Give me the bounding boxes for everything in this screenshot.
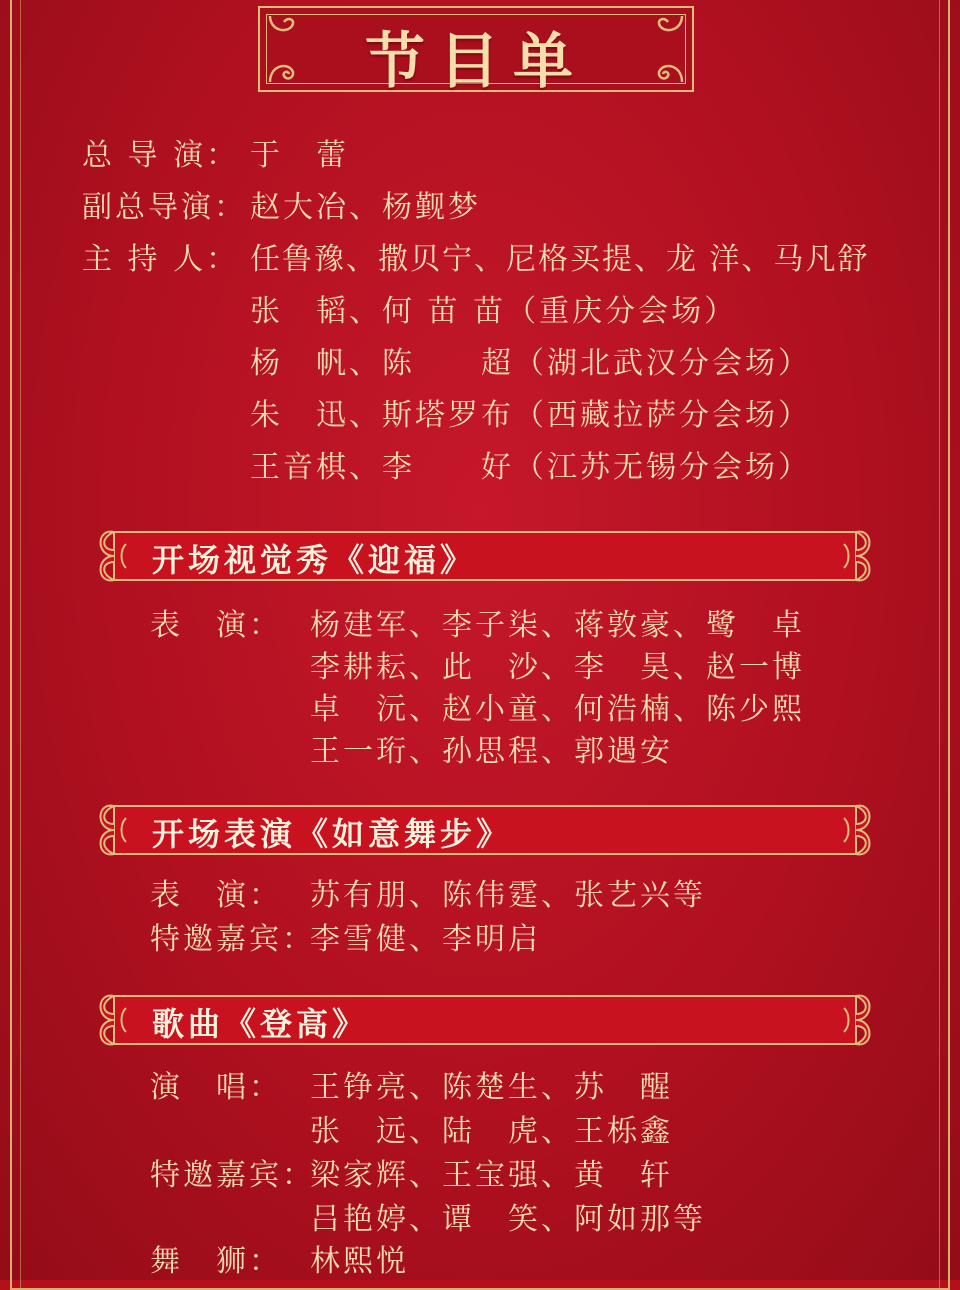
program-banner <box>92 796 878 864</box>
title-plaque <box>258 6 694 97</box>
host-line: 杨 帆、陈 超（湖北武汉分会场） <box>250 346 811 381</box>
performer-names: 卓 沅、赵小童、何浩楠、陈少熙 <box>310 692 805 727</box>
guest-label: 特邀嘉宾： <box>150 922 315 957</box>
guest-names: 吕艳婷、谭 笑、阿如那等 <box>310 1202 706 1237</box>
performer-names: 杨建军、李子柒、蒋敦豪、鹭 卓 <box>310 608 805 643</box>
performer-names: 王一珩、孙思程、郭遇安 <box>310 734 673 769</box>
guest-names: 李雪健、李明启 <box>310 922 541 957</box>
host-names: 任鲁豫、撒贝宁、尼格买提、龙 洋、马凡舒 <box>250 242 870 277</box>
singer-names: 王铮亮、陈楚生、苏 醒 <box>310 1070 673 1105</box>
program-title: 开场视觉秀《迎福》 <box>152 541 477 579</box>
performer-label: 表 演： <box>150 878 282 913</box>
guest-label: 特邀嘉宾： <box>150 1158 315 1193</box>
host-line: 张 韬、何 苗 苗（重庆分会场） <box>250 294 738 329</box>
singer-label: 演 唱： <box>150 1070 282 1105</box>
lion-dance-names: 林熙悦 <box>310 1244 409 1279</box>
singer-names: 张 远、陆 虎、王栎鑫 <box>310 1114 673 1149</box>
deputy-director-names: 赵大冶、杨觐梦 <box>250 190 481 225</box>
page-title: 节目单 <box>365 27 587 97</box>
guest-names: 梁家辉、王宝强、黄 轩 <box>310 1158 673 1193</box>
host-label: 主 持 人： <box>82 242 240 277</box>
deputy-director-label: 副总导演： <box>82 190 247 225</box>
program-banner <box>92 986 878 1054</box>
director-names: 于 蕾 <box>250 138 349 173</box>
host-line: 朱 迅、斯塔罗布（西藏拉萨分会场） <box>250 398 811 433</box>
performer-names: 苏有朋、陈伟霆、张艺兴等 <box>310 878 706 913</box>
director-label: 总 导 演： <box>82 138 240 173</box>
performer-label: 表 演： <box>150 608 282 643</box>
lion-dance-label: 舞 狮： <box>150 1244 282 1279</box>
program-banner <box>92 522 878 590</box>
host-line: 王音棋、李 好（江苏无锡分会场） <box>250 450 811 485</box>
program-title: 开场表演《如意舞步》 <box>152 815 513 853</box>
program-title: 歌曲《登高》 <box>152 1005 369 1043</box>
performer-names: 李耕耘、此 沙、李 昊、赵一博 <box>310 650 805 685</box>
